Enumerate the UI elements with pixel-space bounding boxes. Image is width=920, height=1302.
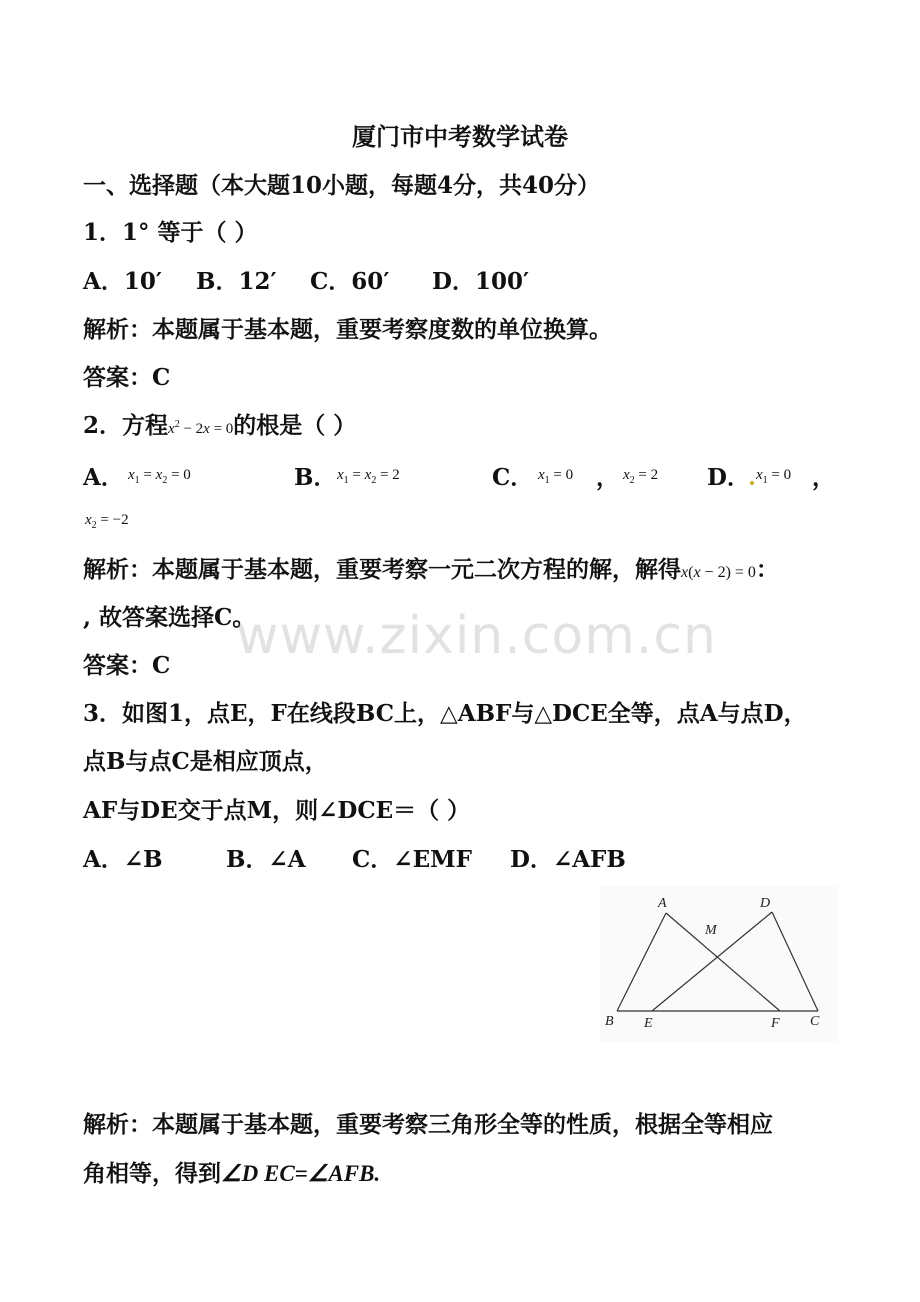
- q2-option-c-math1: $x_1 = 0$: [538, 467, 574, 486]
- q2-analysis-equation: x(x − 2) = 0: [681, 564, 756, 581]
- label-e: E: [644, 1016, 653, 1031]
- q2-analysis-conclusion: , 故答案选择C。: [83, 604, 256, 631]
- q1-option-b: B．12′: [196, 268, 277, 295]
- page-title: 厦门市中考数学试卷: [352, 122, 568, 151]
- q2-option-d-math2: $x_2 = -2$: [85, 512, 129, 531]
- q3-option-a: A．∠B: [83, 846, 163, 873]
- q1-option-d: D．100′: [432, 268, 530, 295]
- q2-analysis: [83, 558, 779, 581]
- q2-stem-prefix: 2．方程: [83, 412, 169, 439]
- q2-option-c-label: C．: [492, 464, 534, 491]
- q3-stem-line1: 3．如图1，点E，F在线段BC上，△ABF与△DCE全等，点A与点D，: [83, 700, 807, 727]
- q3-analysis-line1: 解析：本题属于基本题，重要考察三角形全等的性质，根据全等相应: [83, 1111, 773, 1138]
- figure-triangles: [600, 885, 838, 1043]
- q2-option-d-math1: $x_1 = 0$: [756, 467, 792, 486]
- watermark: www.zixin.com.cn: [236, 606, 717, 666]
- q3-stem-line3: AF与DE交于点M，则∠DCE＝（ ）: [83, 797, 471, 824]
- q3-stem-line2: 点B与点C是相应顶点，: [83, 748, 328, 775]
- q2-option-d-mark: .: [748, 464, 757, 491]
- q3-option-b: B．∠A: [226, 846, 306, 873]
- q2-option-c-math2: $x_2 = 2$: [623, 467, 659, 486]
- q2-analysis-text: 解析：本题属于基本题，重要考察一元二次方程的解，解得: [83, 556, 681, 583]
- label-c: C: [810, 1014, 820, 1029]
- q1-answer: 答案：C: [83, 364, 171, 391]
- q2-option-d-comma: ，: [812, 464, 835, 491]
- label-d: D: [760, 896, 771, 911]
- section-heading: 一、选择题（本大题10小题，每题4分，共40分）: [83, 172, 601, 199]
- label-m: M: [705, 923, 717, 938]
- q1-analysis: 解析：本题属于基本题，重要考察度数的单位换算。: [83, 316, 612, 343]
- q3-analysis-line2: [83, 1162, 380, 1185]
- q2-option-d-label: D．: [707, 464, 750, 491]
- q3-analysis-prefix: 角相等，得到: [83, 1160, 221, 1187]
- q1-option-a: A．10′: [83, 268, 162, 295]
- q2-option-b-math: $x_1 = x_2 = 2$: [337, 467, 400, 486]
- q1-stem: 1．1° 等于（ ）: [83, 219, 258, 246]
- label-a: A: [658, 896, 667, 911]
- label-f: F: [771, 1016, 780, 1031]
- q2-answer: 答案：C: [83, 652, 171, 679]
- q2-analysis-tail: ：: [755, 556, 779, 583]
- q2-option-a-math: $x_1 = x_2 = 0$: [128, 467, 191, 486]
- q1-option-c: C．60′: [310, 268, 390, 295]
- q2-option-b-label: B．: [294, 464, 337, 491]
- q3-analysis-math: ∠D EC=∠AFB.: [221, 1161, 381, 1186]
- q2-option-c-comma: ，: [596, 464, 619, 491]
- q2-stem-suffix: 的根是（ ）: [233, 412, 357, 439]
- figure-background: [600, 885, 838, 1043]
- q2-option-a-label: A．: [83, 464, 124, 491]
- q2-stem: [83, 414, 356, 437]
- q3-option-c: C．∠EMF: [352, 846, 472, 873]
- q2-equation: $x^2 - 2x = 0$: [168, 419, 234, 437]
- label-b: B: [605, 1014, 614, 1029]
- q3-option-d: D．∠AFB: [510, 846, 626, 873]
